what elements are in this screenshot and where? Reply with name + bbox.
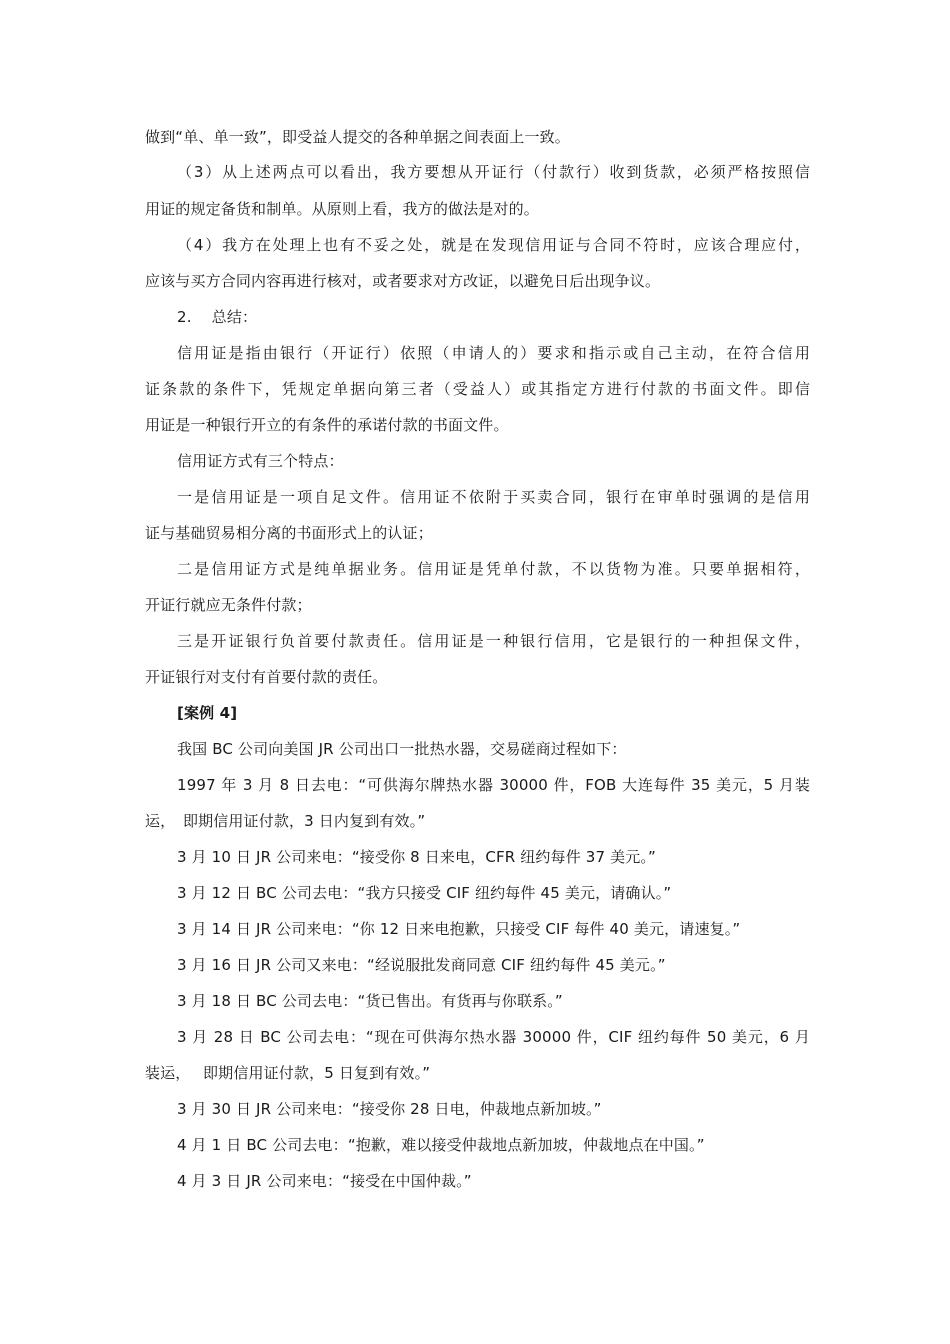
paragraph-line: 3 月 12 日 BC 公司去电：“我方只接受 CIF 纽约每件 45 美元，请确认。”: [177, 884, 672, 902]
paragraph-line: 证与基础贸易相分离的书面形式上的认证；: [145, 524, 433, 542]
paragraph-line: （3）从上述两点可以看出，我方要想从开证行（付款行）收到货款，必须严格按照信: [177, 163, 810, 181]
paragraph-line: 信用证是指由银行（开证行）依照（申请人的）要求和指示或自己主动，在符合信用: [177, 344, 810, 362]
case-heading: [案例 4]: [177, 704, 238, 722]
paragraph-line: 做到“单、单一致”，即受益人提交的各种单据之间表面上一致。: [145, 128, 570, 146]
paragraph-line: 信用证方式有三个特点：: [177, 452, 344, 470]
paragraph-line: 4 月 3 日 JR 公司来电：“接受在中国仲裁。”: [177, 1172, 472, 1190]
section-heading: 2. 总结：: [177, 308, 258, 326]
paragraph-line: 1997 年 3 月 8 日去电：“可供海尔牌热水器 30000 件，FOB 大连每件 35 美元，5 月装: [177, 776, 810, 794]
paragraph-line: 3 月 16 日 JR 公司又来电：“经说服批发商同意 CIF 纽约每件 45 美元。”: [177, 956, 666, 974]
paragraph-line: 3 月 18 日 BC 公司去电：“货已售出。有货再与你联系。”: [177, 992, 563, 1010]
paragraph-line: 三是开证银行负首要付款责任。信用证是一种银行信用，它是银行的一种担保文件，: [177, 632, 810, 650]
paragraph-line: 用证的规定备货和制单。从原则上看，我方的做法是对的。: [145, 200, 539, 218]
paragraph-line: 运， 即期信用证付款，3 日内复到有效。”: [145, 812, 426, 830]
paragraph-line: （4）我方在处理上也有不妥之处，就是在发现信用证与合同不符时，应该合理应付，: [177, 236, 810, 254]
paragraph-line: 4 月 1 日 BC 公司去电：“抱歉，难以接受仲裁地点新加坡，仲裁地点在中国。”: [177, 1136, 705, 1154]
paragraph-line: 我国 BC 公司向美国 JR 公司出口一批热水器，交易磋商过程如下：: [177, 740, 627, 758]
paragraph-line: 开证行就应无条件付款；: [145, 596, 312, 614]
paragraph-line: 3 月 28 日 BC 公司去电：“现在可供海尔热水器 30000 件，CIF 纽约每件 50 美元，6 月: [177, 1028, 810, 1046]
paragraph-line: 3 月 10 日 JR 公司来电：“接受你 8 日来电，CFR 纽约每件 37 美元。”: [177, 848, 656, 866]
paragraph-line: 装运， 即期信用证付款，5 日复到有效。”: [145, 1064, 431, 1082]
paragraph-line: 开证银行对支付有首要付款的责任。: [145, 668, 388, 686]
paragraph-line: 用证是一种银行开立的有条件的承诺付款的书面文件。: [145, 416, 509, 434]
paragraph-line: 证条款的条件下，凭规定单据向第三者（受益人）或其指定方进行付款的书面文件。即信: [145, 380, 810, 398]
paragraph-line: 二是信用证方式是纯单据业务。信用证是凭单付款，不以货物为准。只要单据相符，: [177, 560, 810, 578]
paragraph-line: 3 月 30 日 JR 公司来电：“接受你 28 日电，仲裁地点新加坡。”: [177, 1100, 602, 1118]
paragraph-line: 3 月 14 日 JR 公司来电：“你 12 日来电抱歉，只接受 CIF 每件 40 美元，请速复。”: [177, 920, 741, 938]
paragraph-line: 应该与买方合同内容再进行核对，或者要求对方改证，以避免日后出现争议。: [145, 272, 661, 290]
paragraph-line: 一是信用证是一项自足文件。信用证不依附于买卖合同，银行在审单时强调的是信用: [177, 488, 810, 506]
